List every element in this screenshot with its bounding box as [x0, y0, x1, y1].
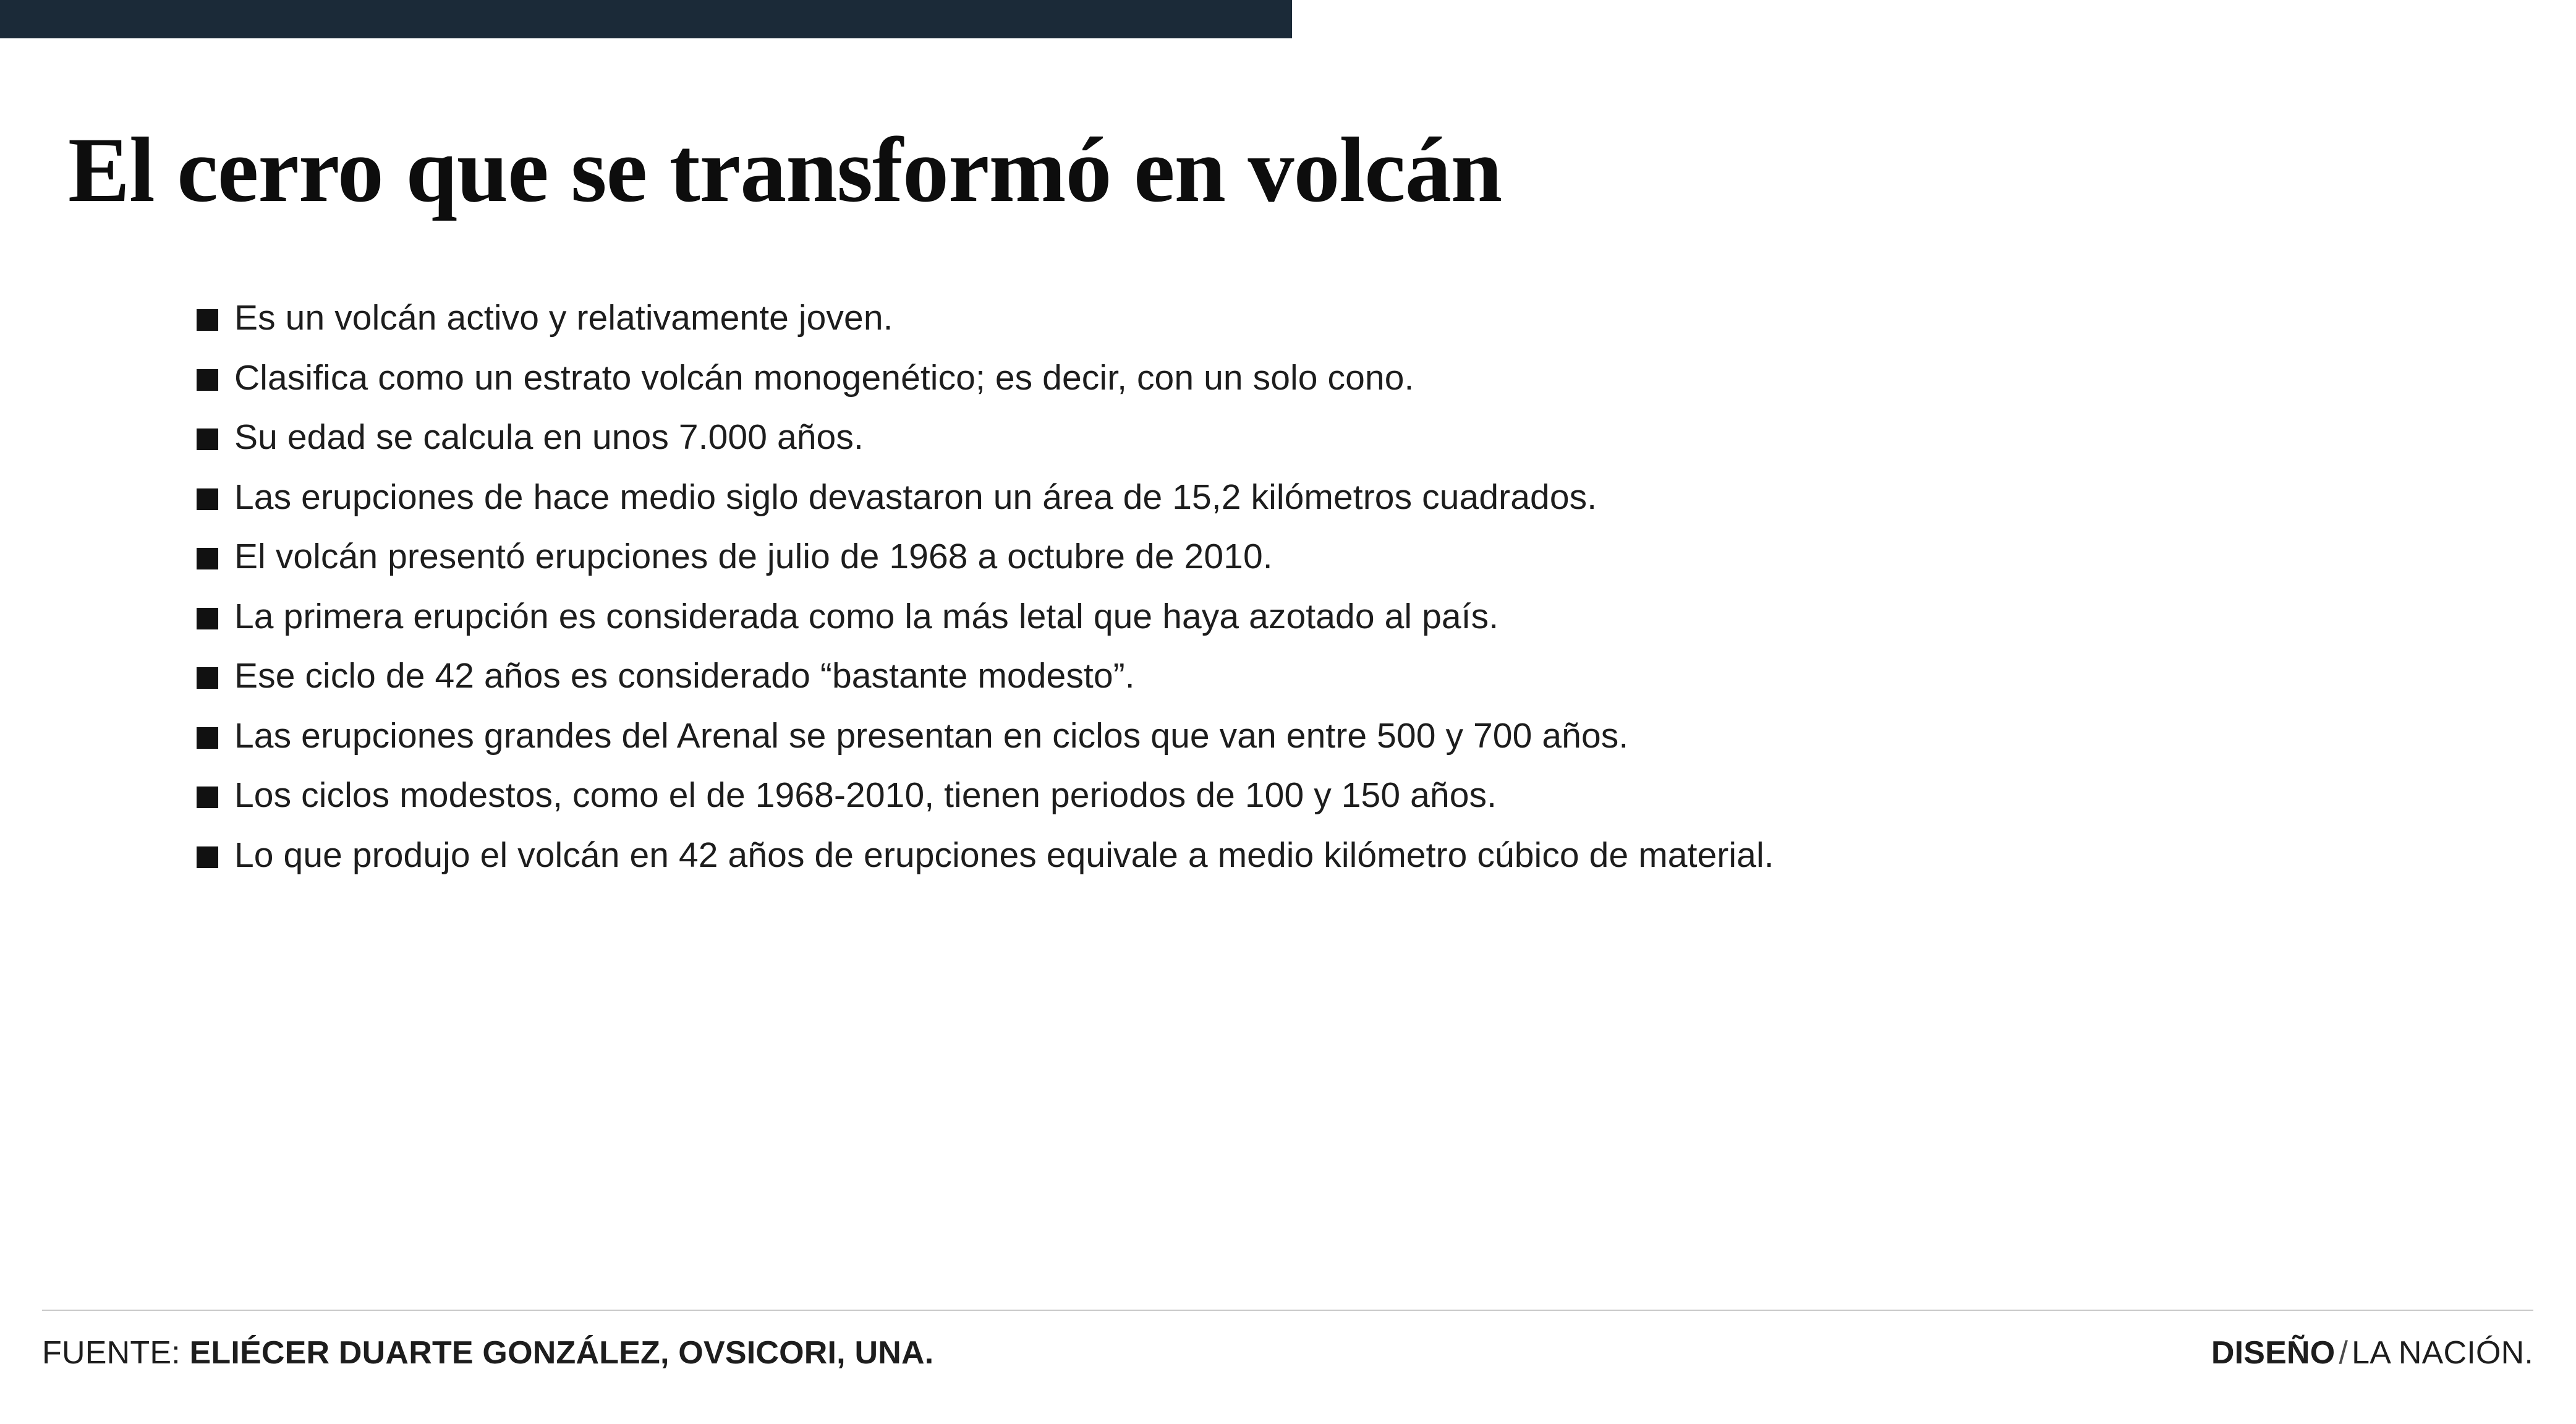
square-bullet-icon: [197, 369, 218, 391]
list-item-text: Ese ciclo de 42 años es considerado “bastante modesto”.: [234, 656, 1135, 696]
list-item-text: Las erupciones grandes del Arenal se presentan en ciclos que van entre 500 y 700 años.: [234, 715, 1629, 756]
design-credit: [2211, 1334, 2533, 1371]
design-credit-outlet: LA NACIÓN.: [2352, 1335, 2533, 1371]
list-item: [197, 476, 2397, 519]
list-item-text: El volcán presentó erupciones de julio de 1968 a octubre de 2010.: [234, 537, 1273, 577]
list-item: [197, 535, 2397, 579]
list-item-text: Las erupciones de hace medio siglo devastaron un área de 15,2 kilómetros cuadrados.: [234, 477, 1597, 517]
square-bullet-icon: [197, 488, 218, 510]
square-bullet-icon: [197, 667, 218, 689]
square-bullet-icon: [197, 548, 218, 569]
top-accent-bar: [0, 0, 1292, 38]
page-title: El cerro que se transformó en volcán: [68, 118, 1502, 221]
design-credit-brand: DISEÑO: [2211, 1335, 2336, 1371]
list-item: [197, 297, 2397, 340]
list-item: [197, 357, 2397, 400]
design-credit-separator: /: [2339, 1335, 2349, 1371]
square-bullet-icon: [197, 727, 218, 749]
footer-divider: [42, 1310, 2533, 1311]
list-item: [197, 595, 2397, 639]
list-item: [197, 774, 2397, 817]
bullet-list: [197, 297, 2397, 893]
list-item-text: Los ciclos modestos, como el de 1968-2010, tienen periodos de 100 y 150 años.: [234, 775, 1497, 816]
source-credit: [42, 1334, 933, 1371]
list-item-text: Es un volcán activo y relativamente joven.: [234, 298, 893, 338]
footer: [42, 1334, 2533, 1371]
list-item-text: La primera erupción es considerada como la más letal que haya azotado al país.: [234, 596, 1499, 636]
square-bullet-icon: [197, 309, 218, 331]
list-item: [197, 715, 2397, 758]
source-label: FUENTE:: [42, 1335, 181, 1371]
square-bullet-icon: [197, 608, 218, 629]
list-item-text: Clasifica como un estrato volcán monogenético; es decir, con un solo cono.: [234, 357, 1414, 398]
square-bullet-icon: [197, 787, 218, 808]
list-item: [197, 655, 2397, 698]
list-item: [197, 834, 2397, 877]
source-value: ELIÉCER DUARTE GONZÁLEZ, OVSICORI, UNA.: [189, 1335, 934, 1371]
square-bullet-icon: [197, 846, 218, 868]
square-bullet-icon: [197, 428, 218, 450]
list-item: [197, 416, 2397, 459]
list-item-text: Su edad se calcula en unos 7.000 años.: [234, 417, 864, 458]
list-item-text: Lo que produjo el volcán en 42 años de erupciones equivale a medio kilómetro cúbico de material.: [234, 835, 1774, 875]
